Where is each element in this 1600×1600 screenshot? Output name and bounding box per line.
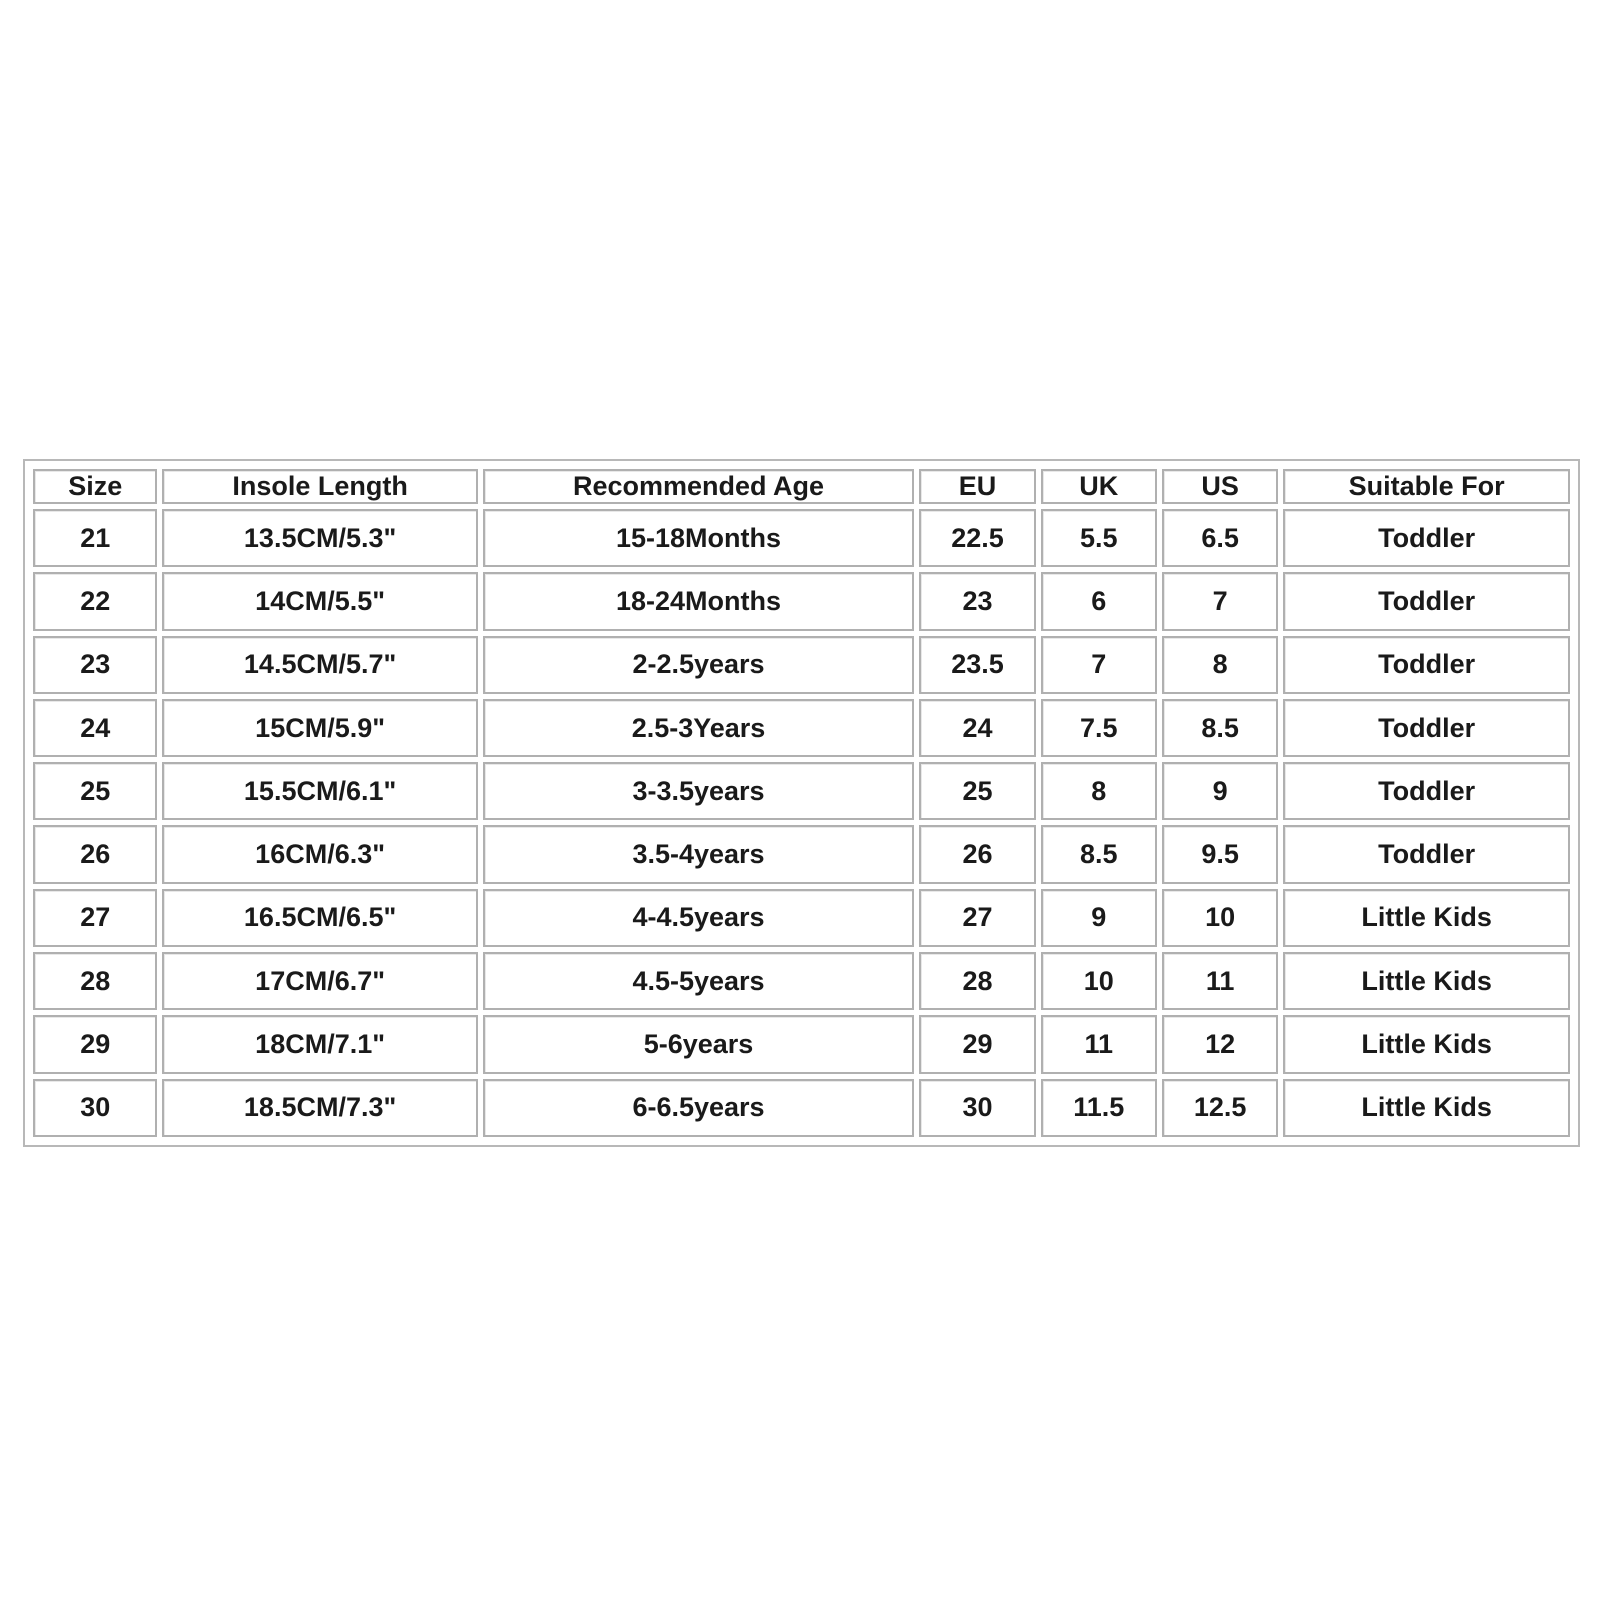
cell-insole-length: 18CM/7.1" (162, 1015, 477, 1073)
cell-suitable-for: Toddler (1283, 825, 1570, 883)
cell-suitable-for: Little Kids (1283, 1079, 1570, 1137)
cell-recommended-age: 6-6.5years (483, 1079, 915, 1137)
cell-size: 21 (33, 509, 157, 567)
table-row (33, 825, 1570, 883)
cell-insole-length: 18.5CM/7.3" (162, 1079, 477, 1137)
table-row (33, 572, 1570, 630)
cell-insole-length: 13.5CM/5.3" (162, 509, 477, 567)
cell-eu: 28 (919, 952, 1035, 1010)
size-chart-table (28, 464, 1575, 1142)
cell-recommended-age: 15-18Months (483, 509, 915, 567)
table-row (33, 762, 1570, 820)
cell-eu: 25 (919, 762, 1035, 820)
cell-suitable-for: Toddler (1283, 636, 1570, 694)
cell-uk: 5.5 (1041, 509, 1157, 567)
cell-suitable-for: Little Kids (1283, 889, 1570, 947)
table-row (33, 509, 1570, 567)
cell-us: 9 (1162, 762, 1278, 820)
cell-eu: 29 (919, 1015, 1035, 1073)
table-row (33, 889, 1570, 947)
cell-us: 9.5 (1162, 825, 1278, 883)
cell-us: 12 (1162, 1015, 1278, 1073)
cell-insole-length: 14.5CM/5.7" (162, 636, 477, 694)
cell-us: 6.5 (1162, 509, 1278, 567)
cell-eu: 30 (919, 1079, 1035, 1137)
cell-suitable-for: Little Kids (1283, 1015, 1570, 1073)
cell-suitable-for: Toddler (1283, 509, 1570, 567)
cell-uk: 11 (1041, 1015, 1157, 1073)
cell-insole-length: 16CM/6.3" (162, 825, 477, 883)
cell-us: 10 (1162, 889, 1278, 947)
cell-us: 11 (1162, 952, 1278, 1010)
cell-uk: 7.5 (1041, 699, 1157, 757)
cell-suitable-for: Toddler (1283, 762, 1570, 820)
cell-size: 24 (33, 699, 157, 757)
header-uk: UK (1041, 469, 1157, 504)
cell-eu: 22.5 (919, 509, 1035, 567)
cell-eu: 27 (919, 889, 1035, 947)
header-us: US (1162, 469, 1278, 504)
table-row (33, 1015, 1570, 1073)
cell-recommended-age: 4-4.5years (483, 889, 915, 947)
cell-eu: 23.5 (919, 636, 1035, 694)
cell-recommended-age: 3.5-4years (483, 825, 915, 883)
cell-uk: 7 (1041, 636, 1157, 694)
cell-size: 27 (33, 889, 157, 947)
cell-size: 22 (33, 572, 157, 630)
table-row (33, 952, 1570, 1010)
cell-uk: 11.5 (1041, 1079, 1157, 1137)
cell-uk: 9 (1041, 889, 1157, 947)
cell-insole-length: 15CM/5.9" (162, 699, 477, 757)
cell-size: 30 (33, 1079, 157, 1137)
cell-suitable-for: Toddler (1283, 572, 1570, 630)
cell-suitable-for: Little Kids (1283, 952, 1570, 1010)
header-size: Size (33, 469, 157, 504)
cell-size: 25 (33, 762, 157, 820)
cell-insole-length: 17CM/6.7" (162, 952, 477, 1010)
cell-size: 23 (33, 636, 157, 694)
header-insole-length: Insole Length (162, 469, 477, 504)
cell-recommended-age: 18-24Months (483, 572, 915, 630)
cell-recommended-age: 3-3.5years (483, 762, 915, 820)
cell-us: 8.5 (1162, 699, 1278, 757)
cell-eu: 26 (919, 825, 1035, 883)
header-row (33, 469, 1570, 504)
cell-uk: 8 (1041, 762, 1157, 820)
table-row (33, 1079, 1570, 1137)
header-suitable-for: Suitable For (1283, 469, 1570, 504)
table-row (33, 699, 1570, 757)
table-row (33, 636, 1570, 694)
cell-size: 29 (33, 1015, 157, 1073)
cell-recommended-age: 4.5-5years (483, 952, 915, 1010)
cell-recommended-age: 5-6years (483, 1015, 915, 1073)
cell-recommended-age: 2.5-3Years (483, 699, 915, 757)
cell-recommended-age: 2-2.5years (483, 636, 915, 694)
header-recommended-age: Recommended Age (483, 469, 915, 504)
cell-suitable-for: Toddler (1283, 699, 1570, 757)
cell-size: 26 (33, 825, 157, 883)
cell-insole-length: 16.5CM/6.5" (162, 889, 477, 947)
cell-uk: 6 (1041, 572, 1157, 630)
header-eu: EU (919, 469, 1035, 504)
cell-uk: 8.5 (1041, 825, 1157, 883)
cell-us: 12.5 (1162, 1079, 1278, 1137)
cell-eu: 24 (919, 699, 1035, 757)
cell-insole-length: 15.5CM/6.1" (162, 762, 477, 820)
cell-eu: 23 (919, 572, 1035, 630)
cell-size: 28 (33, 952, 157, 1010)
cell-uk: 10 (1041, 952, 1157, 1010)
cell-insole-length: 14CM/5.5" (162, 572, 477, 630)
cell-us: 8 (1162, 636, 1278, 694)
size-chart-frame (23, 459, 1580, 1147)
cell-us: 7 (1162, 572, 1278, 630)
